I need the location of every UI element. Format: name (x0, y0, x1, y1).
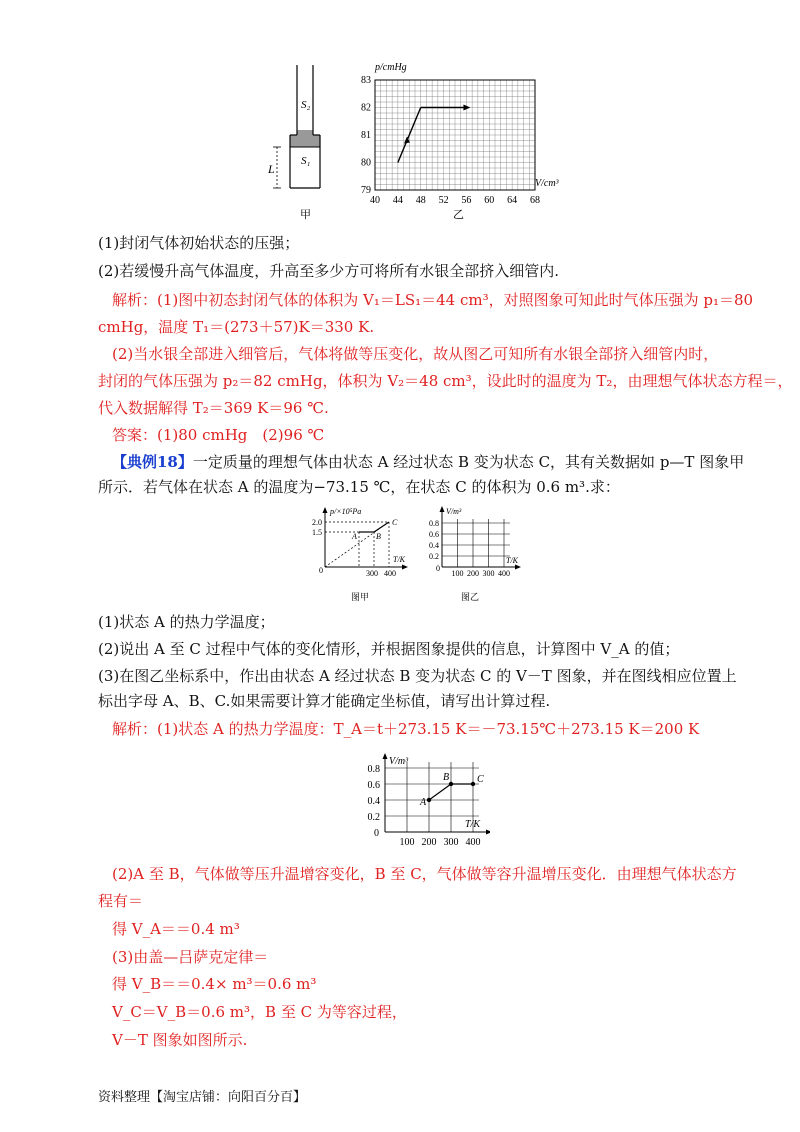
data-point (427, 798, 431, 802)
example-18-line2: 所示．若气体在状态 A 的温度为−73.15 ℃，在状态 C 的体积为 0.6 m³.求： (98, 478, 620, 496)
x-tick-label: 200 (421, 837, 437, 848)
y-tick-label: 0.8 (367, 764, 380, 775)
x-tick-label: 52 (438, 195, 449, 206)
origin-label: 0 (436, 564, 440, 573)
direction-arrow (463, 105, 470, 111)
x-axis-arrow (402, 565, 408, 570)
solution-5d: V－T 图象如图所示. (112, 1031, 248, 1049)
y-axis-arrow (323, 507, 328, 513)
pt-xlabel: T/K (393, 555, 406, 564)
label-s2: S₂ (301, 99, 311, 111)
label-l: L (268, 162, 275, 176)
question-1: (1)封闭气体初始状态的压强； (98, 234, 300, 252)
solution-4b: 程有＝ (98, 892, 144, 910)
x-tick-label: 40 (370, 195, 380, 206)
x-tick-label: 400 (465, 837, 481, 848)
x-tick-label: 100 (399, 837, 415, 848)
pv-ylabel: p/cmHg (375, 62, 407, 73)
x-tick-label: 400 (498, 569, 510, 578)
example-tag: 【典例18】 (112, 453, 193, 471)
y-tick-label: 0.2 (429, 552, 439, 561)
solution-1a: 解析：(1)图中初态封闭气体的体积为 V₁＝LS₁＝44 cm³，对照图象可知此时气体压强为 p₁＝80 (112, 291, 754, 309)
pv-xlabel: V/cm³ (535, 178, 559, 189)
answer: 答案：(1)80 cmHg (2)96 ℃ (112, 426, 325, 444)
solution-2a: (2)当水银全部进入细管后，气体将做等压变化，故从图乙可知所有水银全部挤入细管内时， (112, 345, 719, 363)
pv-chart (350, 58, 565, 223)
data-point (449, 782, 453, 786)
x-tick-label: 68 (530, 195, 540, 206)
question-5b: 标出字母 A、B、C.如果需要计算才能确定坐标值，请写出计算过程. (98, 692, 551, 710)
x-tick-label: 60 (484, 195, 495, 206)
caption-fig-b: 图乙 (460, 592, 480, 602)
solution-2b: 封闭的气体压强为 p₂＝82 cmHg，体积为 V₂＝48 cm³，设此时的温度为 T₂，由理想气体状态方程＝， (98, 372, 793, 390)
solution-5b: 得 V_B＝＝0.4× m³＝0.6 m³ (112, 975, 317, 993)
x-tick-label: 100 (451, 569, 464, 578)
solution-3: 解析：(1)状态 A 的热力学温度：T_A＝t＋273.15 K＝－73.15℃＋273.15 K＝200 K (112, 720, 700, 738)
question-5a: (3)在图乙坐标系中，作出由状态 A 经过状态 B 变为状态 C 的 V－T 图象，并在图线相应位置上 (98, 667, 737, 685)
point-label-c: C (392, 518, 398, 527)
process-bc (374, 522, 389, 532)
y-tick-label: 2.0 (312, 518, 322, 527)
y-tick-label: 81 (361, 130, 371, 141)
x-axis-arrow (486, 830, 490, 835)
y-tick-label: 1.5 (312, 528, 322, 537)
y-tick-label: 83 (361, 75, 371, 86)
caption-fig-a: 图甲 (350, 592, 370, 602)
y-tick-label: 0.6 (367, 780, 380, 791)
label-s1: S₁ (301, 155, 311, 167)
y-tick-label: 0.6 (429, 530, 439, 539)
question-2: (2)若缓慢升高气体温度，升高至多少方可将所有水银全部挤入细管内. (98, 262, 560, 280)
x-tick-label: 300 (482, 569, 495, 578)
solution-5a: (3)由盖—吕萨克定律＝ (112, 948, 269, 966)
solution-2c: 代入数据解得 T₂＝369 K＝96 ℃. (98, 399, 329, 417)
y-axis-arrow (383, 753, 388, 759)
origin-label: 0 (319, 566, 323, 575)
origin-label: 0 (374, 828, 379, 839)
x-tick-label: 400 (384, 569, 396, 578)
vt-answer-chart (340, 752, 490, 852)
series-segment (429, 784, 451, 800)
solution-4a: (2)A 至 B，气体做等压升温增容变化，B 至 C，气体做等容升温增压变化．由理想气体状态方 (112, 865, 737, 883)
y-tick-label: 79 (361, 185, 371, 196)
vt-xlabel: T/K (506, 556, 519, 565)
example-18-line1 (112, 452, 744, 472)
tube-figure (255, 60, 345, 225)
caption-jia: 甲 (300, 209, 311, 221)
point-label-a: A (352, 532, 357, 541)
pt-chart (305, 505, 415, 605)
y-tick-label: 0.2 (367, 812, 380, 823)
x-tick-label: 200 (467, 569, 479, 578)
ans-xlabel: T/K (465, 819, 481, 830)
solution-5c: V_C＝V_B＝0.6 m³，B 至 C 为等容过程， (112, 1003, 407, 1021)
x-axis-arrow (515, 565, 521, 570)
footer: 资料整理【淘宝店铺：向阳百分百】 (98, 1090, 307, 1105)
example-text-1: 一定质量的理想气体由状态 A 经过状态 B 变为状态 C，其有关数据如 p—T 图象甲 (192, 453, 745, 471)
x-tick-label: 56 (461, 195, 472, 206)
point-label-a: A (420, 797, 427, 808)
point-label-b: B (376, 532, 381, 541)
question-4: (2)说出 A 至 C 过程中气体的变化情形，并根据图象提供的信息，计算图中 V_A 的值； (98, 640, 680, 658)
ans-ylabel: V/m³ (389, 756, 409, 767)
x-tick-label: 44 (392, 195, 403, 206)
y-tick-label: 0.8 (429, 519, 439, 528)
x-tick-label: 300 (366, 569, 378, 578)
solution-4c: 得 V_A＝＝0.4 m³ (112, 920, 240, 938)
data-point (471, 782, 475, 786)
y-axis-arrow (440, 506, 445, 512)
pt-ylabel: p/×10⁵Pa (330, 507, 362, 516)
y-tick-label: 0.4 (367, 796, 380, 807)
caption-yi: 乙 (453, 209, 464, 221)
y-tick-label: 80 (361, 157, 371, 169)
x-tick-label: 64 (507, 195, 518, 206)
vt-ylabel: V/m³ (446, 507, 462, 516)
point-label-c: C (477, 774, 484, 785)
x-tick-label: 48 (415, 195, 426, 206)
y-tick-label: 82 (361, 102, 371, 114)
x-tick-label: 300 (443, 837, 459, 848)
point-label-b: B (443, 772, 450, 783)
question-3: (1)状态 A 的热力学温度； (98, 613, 275, 631)
solution-1b: cmHg，温度 T₁＝(273＋57)K＝330 K. (98, 318, 375, 336)
vt-chart-blank (420, 505, 525, 605)
y-tick-label: 0.4 (429, 541, 439, 550)
